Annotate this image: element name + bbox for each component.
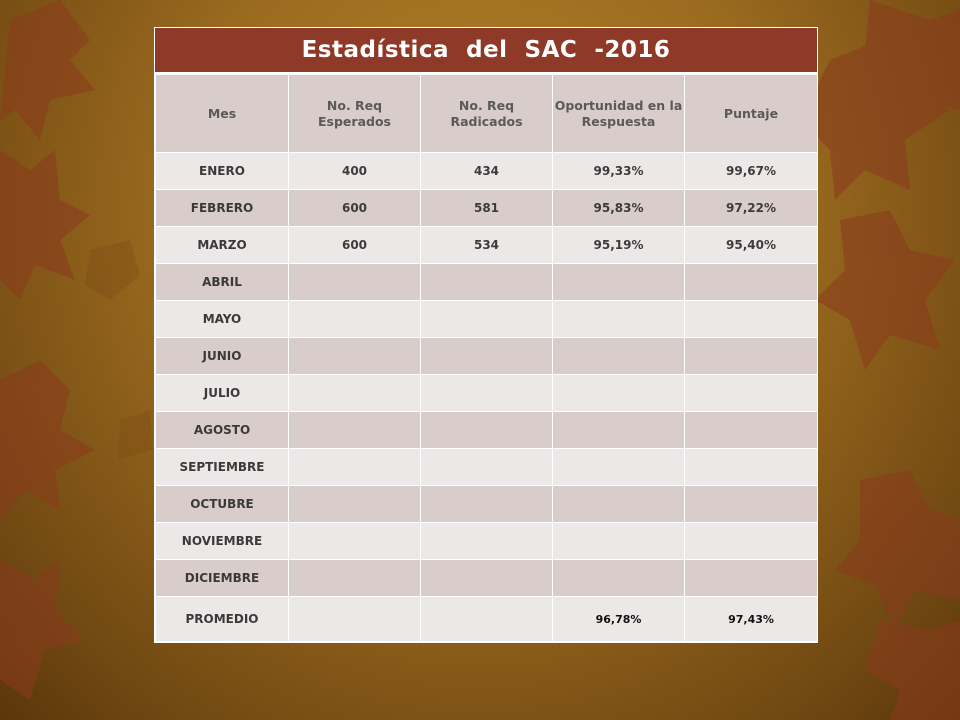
cell-oportunidad bbox=[553, 338, 685, 375]
leaf-icon bbox=[835, 470, 960, 630]
leaf-icon bbox=[815, 210, 955, 370]
table-row bbox=[156, 264, 818, 301]
table-row bbox=[156, 449, 818, 486]
cell-mes: ENERO bbox=[156, 153, 289, 190]
cell-mes: OCTUBRE bbox=[156, 486, 289, 523]
cell-radicados bbox=[421, 597, 553, 642]
cell-radicados bbox=[421, 375, 553, 412]
cell-puntaje-promedio: 97,43% bbox=[685, 597, 818, 642]
cell-esperados: 600 bbox=[289, 190, 421, 227]
cell-puntaje bbox=[685, 338, 818, 375]
cell-puntaje bbox=[685, 486, 818, 523]
cell-esperados bbox=[289, 560, 421, 597]
table-row bbox=[156, 153, 818, 190]
cell-oportunidad bbox=[553, 560, 685, 597]
cell-esperados bbox=[289, 338, 421, 375]
table-row bbox=[156, 227, 818, 264]
cell-radicados bbox=[421, 412, 553, 449]
table-header-row bbox=[156, 75, 818, 153]
cell-radicados: 581 bbox=[421, 190, 553, 227]
cell-puntaje bbox=[685, 375, 818, 412]
cell-oportunidad: 95,19% bbox=[553, 227, 685, 264]
cell-mes: NOVIEMBRE bbox=[156, 523, 289, 560]
cell-radicados bbox=[421, 264, 553, 301]
cell-radicados bbox=[421, 486, 553, 523]
cell-puntaje bbox=[685, 412, 818, 449]
cell-radicados: 434 bbox=[421, 153, 553, 190]
cell-oportunidad bbox=[553, 412, 685, 449]
cell-radicados bbox=[421, 523, 553, 560]
cell-oportunidad-promedio: 96,78% bbox=[553, 597, 685, 642]
leaf-icon bbox=[0, 360, 95, 520]
cell-oportunidad: 99,33% bbox=[553, 153, 685, 190]
statistics-table bbox=[155, 74, 818, 642]
cell-esperados bbox=[289, 412, 421, 449]
column-header-puntaje: Puntaje bbox=[685, 75, 818, 153]
cell-puntaje: 97,22% bbox=[685, 190, 818, 227]
cell-radicados bbox=[421, 560, 553, 597]
leaf-icon bbox=[0, 560, 85, 700]
cell-esperados bbox=[289, 375, 421, 412]
column-header-oportunidad: Oportunidad en la Respuesta bbox=[553, 75, 685, 153]
cell-mes: ABRIL bbox=[156, 264, 289, 301]
table-title: Estadística del SAC -2016 bbox=[155, 28, 817, 74]
cell-mes: JUNIO bbox=[156, 338, 289, 375]
cell-puntaje: 95,40% bbox=[685, 227, 818, 264]
leaf-icon bbox=[865, 620, 960, 720]
cell-esperados: 600 bbox=[289, 227, 421, 264]
cell-esperados bbox=[289, 301, 421, 338]
cell-puntaje bbox=[685, 301, 818, 338]
cell-puntaje bbox=[685, 264, 818, 301]
leaf-icon bbox=[0, 0, 95, 140]
table-row bbox=[156, 375, 818, 412]
column-header-radicados: No. Req Radicados bbox=[421, 75, 553, 153]
table-row bbox=[156, 560, 818, 597]
cell-puntaje bbox=[685, 449, 818, 486]
table-row bbox=[156, 338, 818, 375]
statistics-table-card bbox=[154, 27, 818, 643]
cell-oportunidad bbox=[553, 301, 685, 338]
cell-puntaje bbox=[685, 523, 818, 560]
cell-oportunidad: 95,83% bbox=[553, 190, 685, 227]
cell-esperados bbox=[289, 486, 421, 523]
cell-oportunidad bbox=[553, 486, 685, 523]
cell-mes: SEPTIEMBRE bbox=[156, 449, 289, 486]
cell-esperados bbox=[289, 264, 421, 301]
cell-radicados bbox=[421, 301, 553, 338]
cell-esperados bbox=[289, 449, 421, 486]
cell-esperados bbox=[289, 523, 421, 560]
cell-mes: AGOSTO bbox=[156, 412, 289, 449]
cell-mes: FEBRERO bbox=[156, 190, 289, 227]
table-row bbox=[156, 523, 818, 560]
cell-oportunidad bbox=[553, 264, 685, 301]
cell-oportunidad bbox=[553, 449, 685, 486]
cell-esperados: 400 bbox=[289, 153, 421, 190]
cell-radicados bbox=[421, 449, 553, 486]
cell-mes: JULIO bbox=[156, 375, 289, 412]
cell-oportunidad bbox=[553, 375, 685, 412]
leaf-icon bbox=[0, 150, 90, 300]
cell-puntaje: 99,67% bbox=[685, 153, 818, 190]
table-row bbox=[156, 190, 818, 227]
cell-esperados bbox=[289, 597, 421, 642]
cell-radicados: 534 bbox=[421, 227, 553, 264]
column-header-mes: Mes bbox=[156, 75, 289, 153]
cell-promedio-label: PROMEDIO bbox=[156, 597, 289, 642]
cell-mes: MARZO bbox=[156, 227, 289, 264]
column-header-esperados: No. Req Esperados bbox=[289, 75, 421, 153]
table-row bbox=[156, 486, 818, 523]
table-row bbox=[156, 412, 818, 449]
cell-puntaje bbox=[685, 560, 818, 597]
cell-mes: MAYO bbox=[156, 301, 289, 338]
average-row bbox=[156, 597, 818, 642]
table-row bbox=[156, 301, 818, 338]
cell-oportunidad bbox=[553, 523, 685, 560]
cell-radicados bbox=[421, 338, 553, 375]
cell-mes: DICIEMBRE bbox=[156, 560, 289, 597]
